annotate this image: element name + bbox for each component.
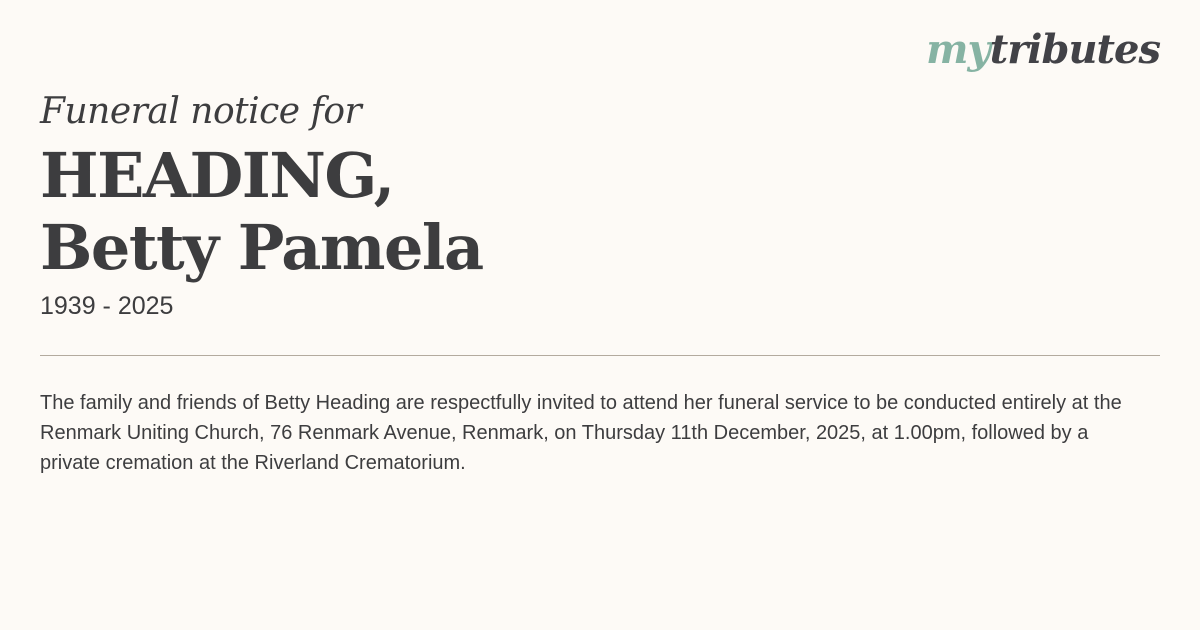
deceased-given-names: Betty Pamela bbox=[40, 211, 483, 284]
logo-my: my bbox=[926, 26, 990, 73]
mytributes-logo[interactable] bbox=[926, 26, 1160, 73]
logo-tributes: tributes bbox=[989, 26, 1160, 73]
deceased-surname: HEADING, bbox=[40, 139, 394, 212]
notice-body: The family and friends of Betty Heading are respectfully invited to attend her funeral service to be conducted entirely at the Renmark Uniting Church, 76 Renmark Avenue, Renmark, on Thursday 11th December, 2025, at 1.00pm, followed by a private cremation at the Riverland Crematorium. bbox=[40, 392, 1122, 474]
divider bbox=[40, 355, 1160, 356]
life-years: 1939 - 2025 bbox=[40, 292, 174, 320]
notice-label: Funeral notice for bbox=[40, 91, 362, 132]
deceased-name bbox=[40, 140, 483, 284]
